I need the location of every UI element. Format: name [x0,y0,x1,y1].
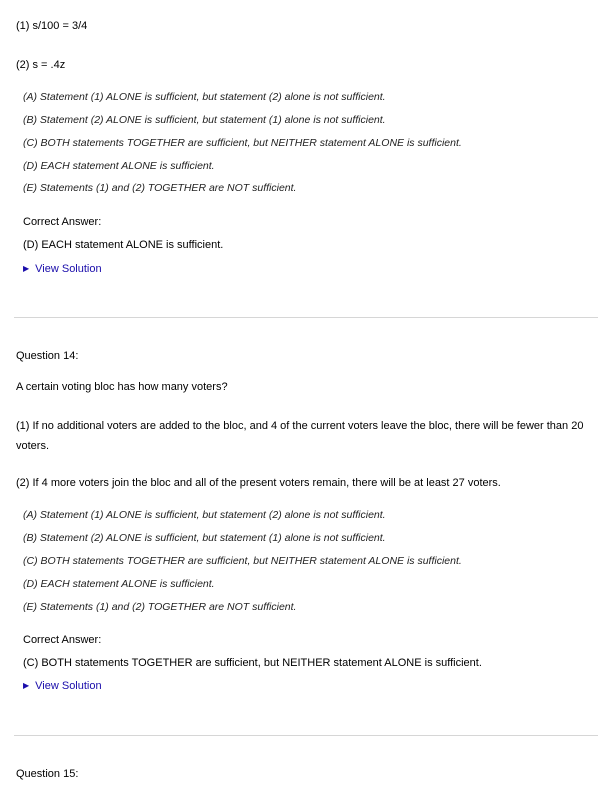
q14-statement-1: (1) If no additional voters are added to the bloc, and 4 of the current voters leave the bloc, there will be fewer than 20 voters. [16,420,584,452]
q14-correct-answer-label: Correct Answer: [23,634,102,646]
q14-view-solution-label: View Solution [35,680,102,692]
q14-choice-a: (A) Statement (1) ALONE is sufficient, but statement (2) alone is not sufficient. [23,509,386,521]
q13-statement-2: (2) s = .4z [16,59,66,71]
q14-choice-b: (B) Statement (2) ALONE is sufficient, but statement (1) alone is not sufficient. [23,532,386,544]
q13-choice-b: (B) Statement (2) ALONE is sufficient, but statement (1) alone is not sufficient. [23,114,386,126]
q13-correct-answer: (D) EACH statement ALONE is sufficient. [23,239,224,251]
q13-view-solution-link[interactable] [23,263,102,275]
q13-statement-1: (1) s/100 = 3/4 [16,20,88,32]
section-divider [14,317,598,318]
triangle-right-icon: ▶ [23,681,30,690]
q13-choice-e: (E) Statements (1) and (2) TOGETHER are NOT sufficient. [23,182,297,194]
q13-choice-c: (C) BOTH statements TOGETHER are sufficient, but NEITHER statement ALONE is sufficient. [23,137,462,149]
q13-view-solution-label: View Solution [35,263,102,275]
q14-view-solution-link[interactable] [23,680,102,692]
q13-correct-answer-label: Correct Answer: [23,216,102,228]
q14-choice-c: (C) BOTH statements TOGETHER are sufficient, but NEITHER statement ALONE is sufficient. [23,555,462,567]
q14-statement-2: (2) If 4 more voters join the bloc and all of the present voters remain, there will be at least 27 voters. [16,477,501,489]
triangle-right-icon: ▶ [23,264,30,273]
q14-choice-e: (E) Statements (1) and (2) TOGETHER are NOT sufficient. [23,601,297,613]
q13-choice-a: (A) Statement (1) ALONE is sufficient, but statement (2) alone is not sufficient. [23,91,386,103]
q13-choice-d: (D) EACH statement ALONE is sufficient. [23,160,215,172]
q14-heading: Question 14: [16,350,79,362]
q14-correct-answer: (C) BOTH statements TOGETHER are sufficient, but NEITHER statement ALONE is sufficient. [23,657,482,669]
q14-choice-d: (D) EACH statement ALONE is sufficient. [23,578,215,590]
q14-prompt: A certain voting bloc has how many voters? [16,381,228,393]
q15-heading: Question 15: [16,768,79,780]
section-divider [14,735,598,736]
